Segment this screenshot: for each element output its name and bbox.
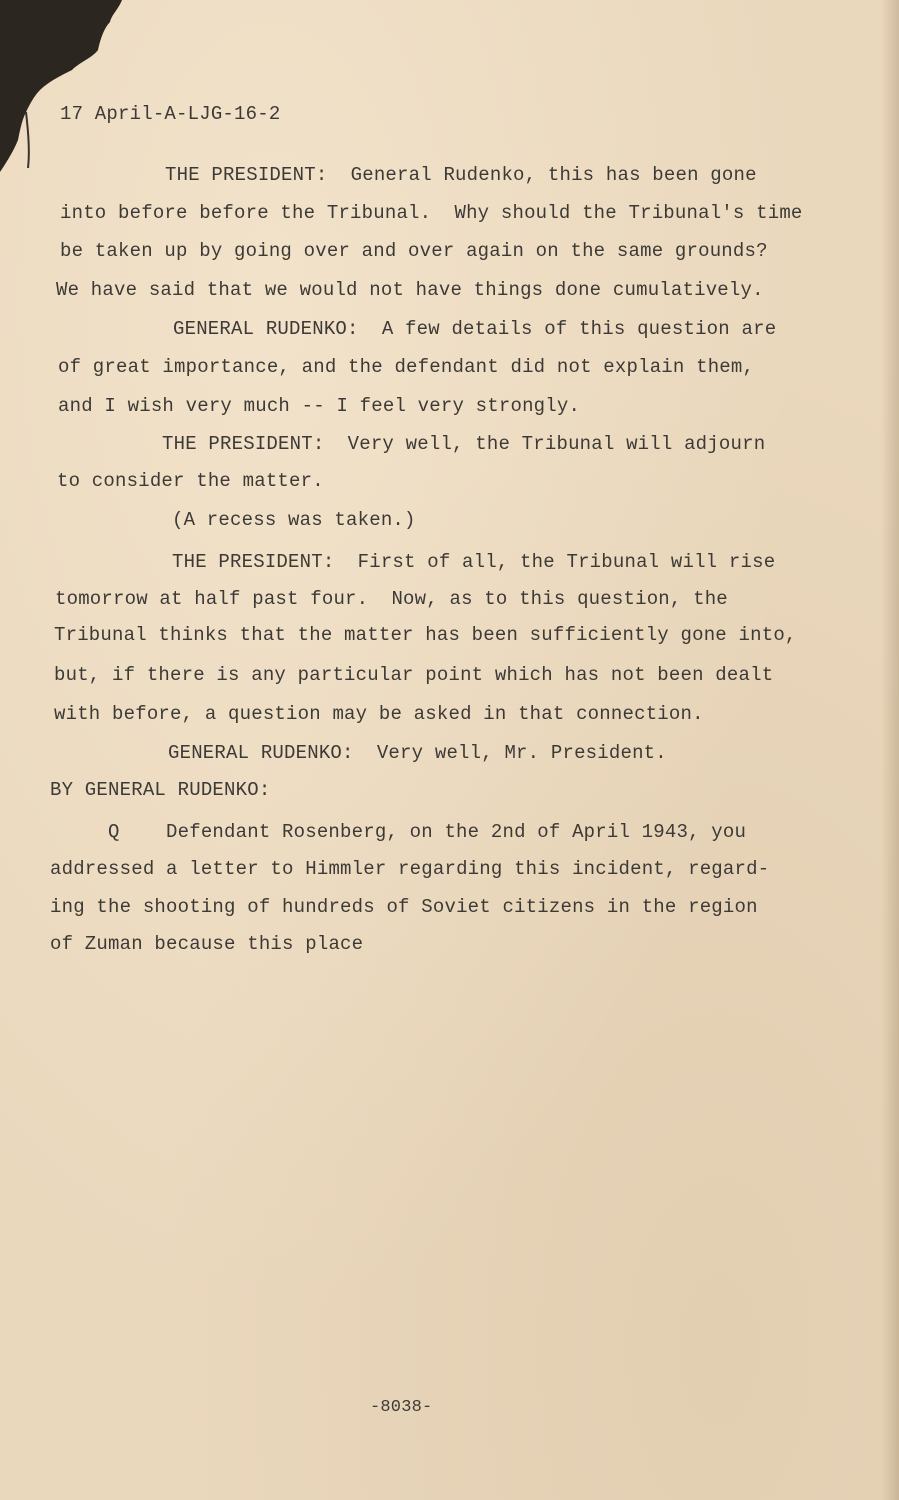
line-21: of Zuman because this place: [50, 933, 364, 955]
paper-edge-shadow: [881, 0, 899, 1500]
torn-corner: [0, 0, 140, 190]
line-19: addressed a letter to Himmler regarding this incident, regard-: [50, 858, 770, 880]
line-2: into before before the Tribunal. Why should the Tribunal's time: [60, 202, 803, 224]
line-1: THE PRESIDENT: General Rudenko, this has been gone: [165, 164, 757, 186]
line-11: THE PRESIDENT: First of all, the Tribunal will rise: [172, 551, 776, 573]
line-10: (A recess was taken.): [172, 509, 416, 531]
line-17: BY GENERAL RUDENKO:: [50, 779, 271, 801]
line-15: with before, a question may be asked in that connection.: [54, 703, 704, 725]
line-18: Q Defendant Rosenberg, on the 2nd of April 1943, you: [108, 821, 747, 843]
line-14: but, if there is any particular point which has not been dealt: [54, 664, 774, 686]
line-12: tomorrow at half past four. Now, as to this question, the: [55, 588, 728, 610]
line-20: ing the shooting of hundreds of Soviet citizens in the region: [50, 896, 758, 918]
page-number: -8038-: [370, 1398, 433, 1417]
line-5: GENERAL RUDENKO: A few details of this question are: [173, 318, 777, 340]
document-reference: 17 April-A-LJG-16-2: [60, 103, 281, 125]
line-6: of great importance, and the defendant did not explain them,: [58, 356, 755, 378]
line-8: THE PRESIDENT: Very well, the Tribunal will adjourn: [162, 433, 766, 455]
line-3: be taken up by going over and over again on the same grounds?: [60, 240, 768, 262]
line-9: to consider the matter.: [57, 470, 324, 492]
line-4: We have said that we would not have things done cumulatively.: [56, 279, 764, 301]
line-7: and I wish very much -- I feel very strongly.: [58, 395, 581, 417]
line-13: Tribunal thinks that the matter has been sufficiently gone into,: [54, 624, 797, 646]
line-16: GENERAL RUDENKO: Very well, Mr. President.: [168, 742, 667, 764]
